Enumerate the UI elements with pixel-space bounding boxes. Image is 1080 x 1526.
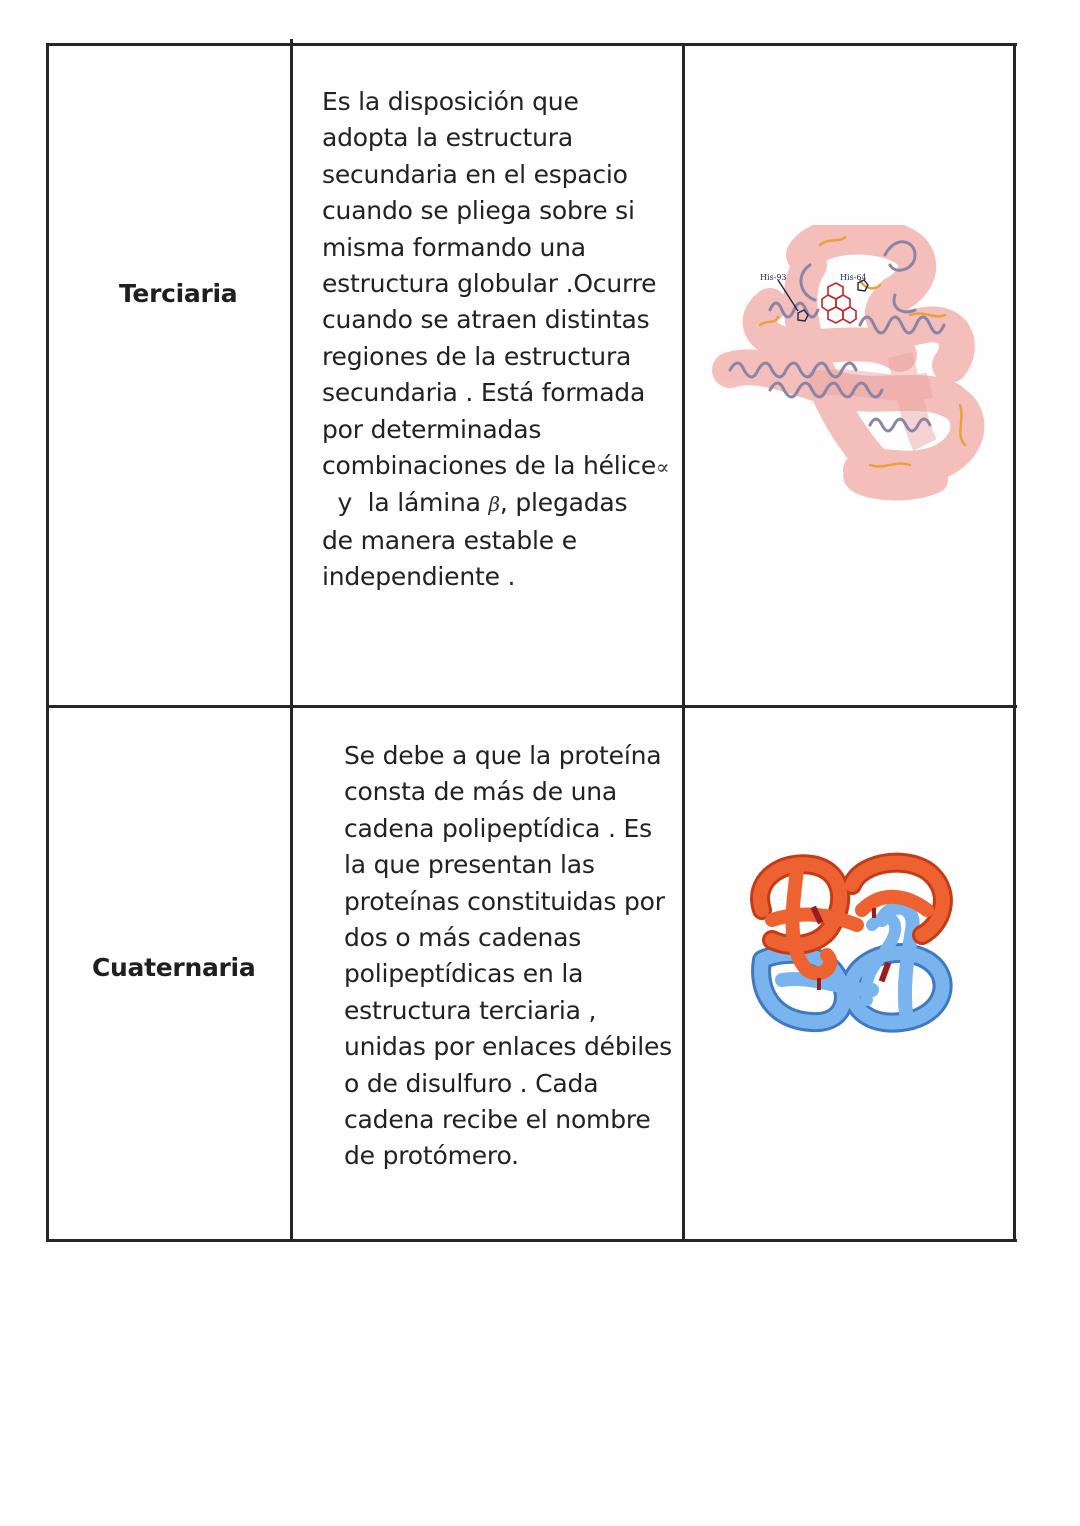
row-label-cuaternaria: Cuaternaria xyxy=(92,953,256,982)
text-line: de manera estable e xyxy=(322,525,577,555)
text-line: o de disulfuro . Cada xyxy=(344,1068,599,1098)
text-segment: y la lámina xyxy=(322,488,489,518)
table-column-divider-1 xyxy=(290,39,293,1242)
text-line: polipeptídicas en la xyxy=(344,959,584,989)
text-line: de protómero. xyxy=(344,1141,519,1171)
row-label-terciaria: Terciaria xyxy=(119,279,238,308)
description-cuaternaria xyxy=(344,738,672,1175)
table-row-divider xyxy=(46,705,1017,708)
text-line: estructura terciaria , xyxy=(344,995,597,1025)
his-93-label: His-93 xyxy=(760,273,787,282)
text-line: independiente . xyxy=(322,562,516,592)
text-line: cuando se pliega sobre si xyxy=(322,196,635,226)
text-line: regiones de la estructura xyxy=(322,341,632,371)
text-line: Se debe a que la proteína xyxy=(344,741,662,770)
text-line: cadena recibe el nombre xyxy=(344,1105,651,1135)
table-column-divider-2 xyxy=(682,43,685,1242)
text-line: consta de más de una xyxy=(344,777,618,807)
text-line: secundaria en el espacio xyxy=(322,159,628,189)
text-line: unidas por enlaces débiles xyxy=(344,1032,672,1062)
table-border-right xyxy=(1013,43,1016,1242)
text-line: misma formando una xyxy=(322,232,586,262)
table-border-bottom xyxy=(46,1239,1017,1242)
text-line: secundaria . Está formada xyxy=(322,378,646,408)
text-line xyxy=(322,448,669,485)
text-line: Es la disposición que xyxy=(322,87,579,116)
hemoglobin-icon xyxy=(742,850,962,1035)
text-segment: combinaciones de la hélice xyxy=(322,451,657,481)
table-border-top xyxy=(46,43,1017,46)
his-64-label: His-64 xyxy=(840,273,867,282)
quaternary-structure-image xyxy=(742,850,962,1035)
tertiary-structure-image xyxy=(710,225,995,505)
text-line: la que presentan las xyxy=(344,850,595,880)
beta-symbol: β xyxy=(488,492,500,517)
text-line: adopta la estructura xyxy=(322,123,573,153)
table-border-left xyxy=(46,43,49,1242)
text-line: dos o más cadenas xyxy=(344,923,582,953)
protein-ribbon-icon xyxy=(710,225,995,505)
description-terciaria xyxy=(322,84,669,596)
alpha-symbol: ∝ xyxy=(656,455,670,480)
text-line xyxy=(322,485,669,522)
text-line: por determinadas xyxy=(322,414,542,444)
text-segment: , plegadas xyxy=(499,488,628,518)
text-line: proteínas constituidas por xyxy=(344,886,665,916)
text-line: cuando se atraen distintas xyxy=(322,305,650,335)
text-line: estructura globular .Ocurre xyxy=(322,269,657,299)
text-line: cadena polipeptídica . Es xyxy=(344,813,652,843)
